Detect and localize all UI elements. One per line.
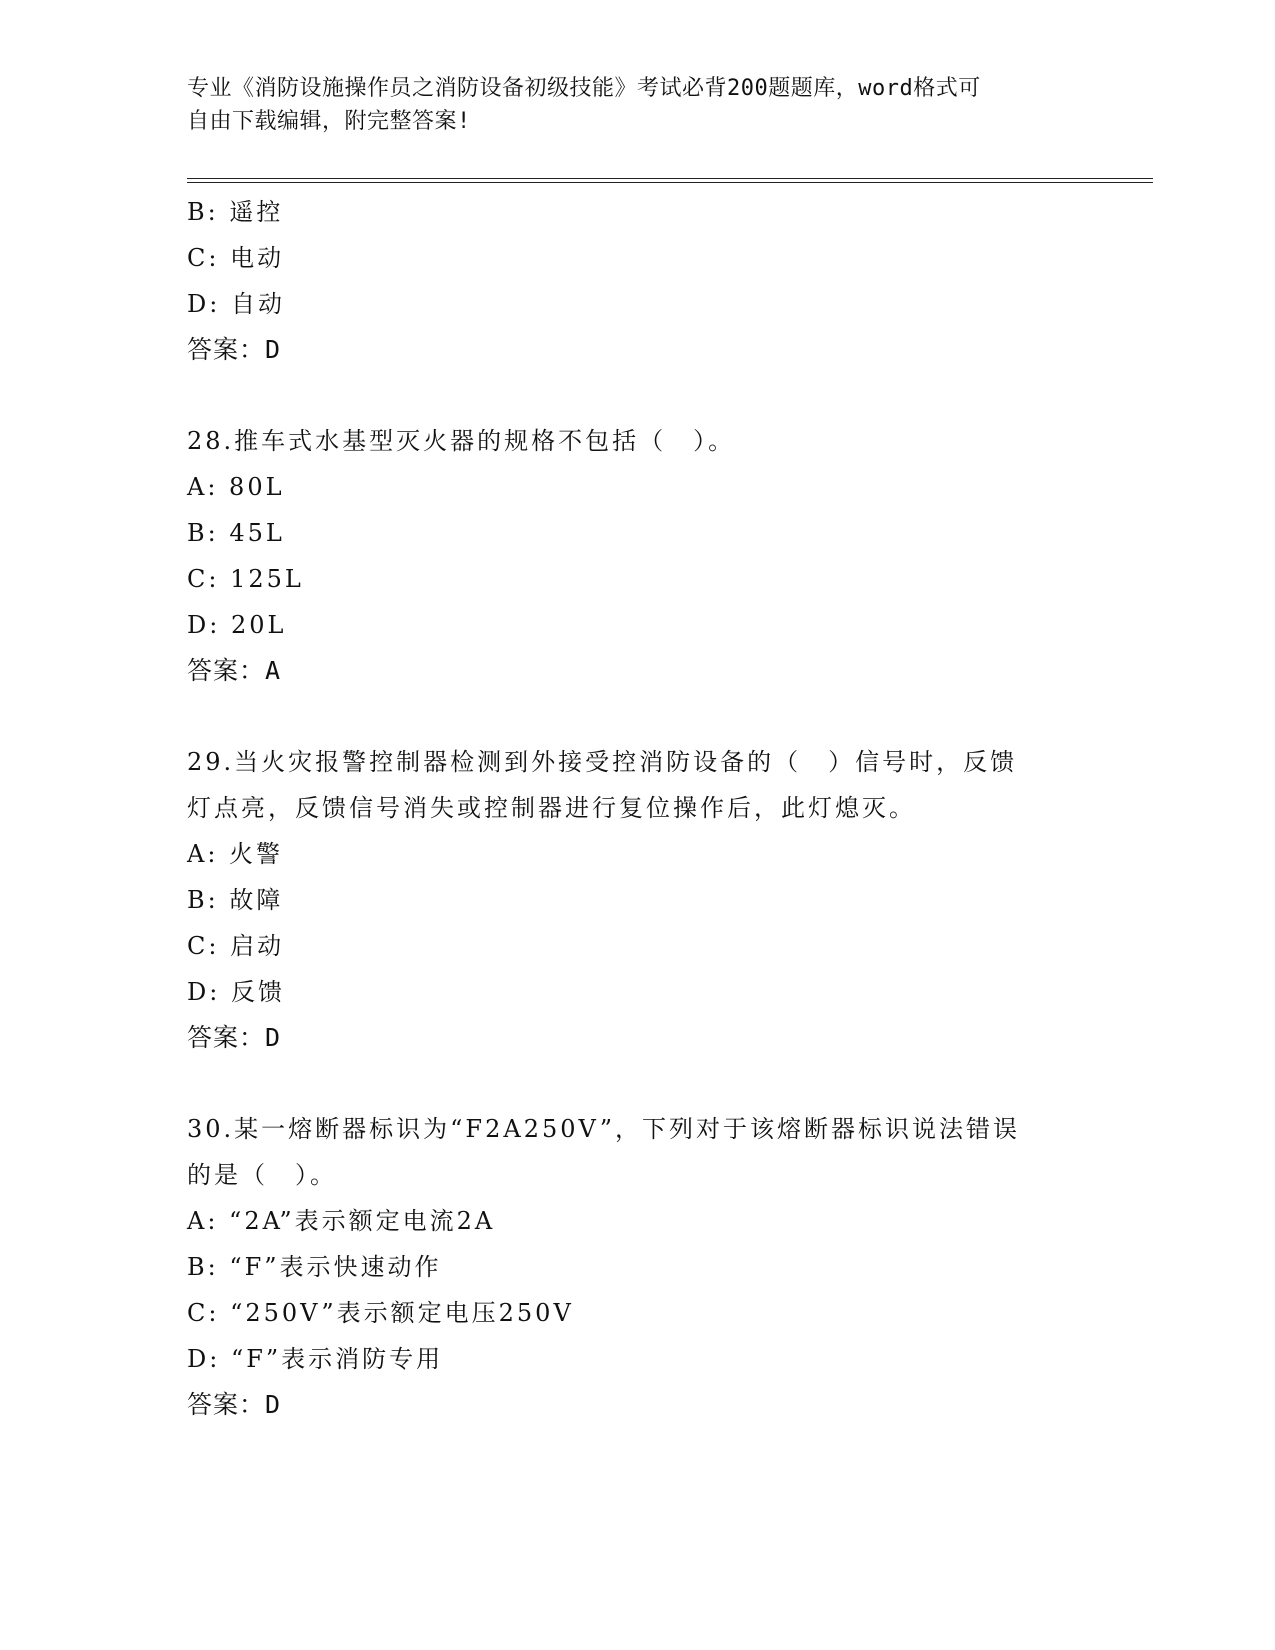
question-text xyxy=(187,418,1087,464)
question-text-line: 29.当火灾报警控制器检测到外接受控消防设备的（ ）信号时，反馈 xyxy=(187,748,1018,776)
option-b: B: 遥控 xyxy=(187,198,284,226)
option-a: A: 火警 xyxy=(187,840,284,868)
option-c: C: “250V”表示额定电压250V xyxy=(187,1299,574,1327)
option-d: D: 反馈 xyxy=(187,978,285,1006)
question-27-continued xyxy=(187,189,1087,373)
question-29 xyxy=(187,739,1087,1061)
question-text-line: 的是（ ）。 xyxy=(187,1161,337,1189)
option-d: D: “F”表示消防专用 xyxy=(187,1345,444,1373)
option-d: D: 自动 xyxy=(187,290,285,318)
question-text-line: 30.某一熔断器标识为“F2A250V”，下列对于该熔断器标识说法错误 xyxy=(187,1115,1020,1143)
question-28 xyxy=(187,418,1087,694)
question-text xyxy=(187,739,1087,831)
option-d: D: 20L xyxy=(187,611,287,639)
answer-line: 答案：D xyxy=(187,335,282,364)
document-header xyxy=(187,72,1087,138)
header-line-2: 自由下载编辑，附完整答案! xyxy=(187,109,471,134)
header-divider-bottom xyxy=(187,182,1153,183)
question-text-line: 灯点亮，反馈信号消失或控制器进行复位操作后，此灯熄灭。 xyxy=(187,794,916,822)
option-c: C: 启动 xyxy=(187,932,285,960)
question-text-line: 28.推车式水基型灭火器的规格不包括（ ）。 xyxy=(187,427,736,455)
question-text xyxy=(187,1106,1087,1198)
spacer xyxy=(187,1061,1087,1106)
option-a: A: 80L xyxy=(187,473,285,501)
option-b: B: “F”表示快速动作 xyxy=(187,1253,442,1281)
answer-line: 答案：D xyxy=(187,1390,282,1419)
question-30 xyxy=(187,1106,1087,1428)
option-a: A: “2A”表示额定电流2A xyxy=(187,1207,496,1235)
spacer xyxy=(187,373,1087,418)
option-c: C: 125L xyxy=(187,565,304,593)
header-divider-top xyxy=(187,178,1153,179)
answer-line: 答案：D xyxy=(187,1023,282,1052)
option-b: B: 故障 xyxy=(187,886,284,914)
answer-line: 答案：A xyxy=(187,656,282,685)
option-b: B: 45L xyxy=(187,519,285,547)
question-list xyxy=(187,189,1087,1428)
spacer xyxy=(187,694,1087,739)
option-c: C: 电动 xyxy=(187,244,285,272)
header-line-1: 专业《消防设施操作员之消防设备初级技能》考试必背200题题库，word格式可 xyxy=(187,76,981,101)
